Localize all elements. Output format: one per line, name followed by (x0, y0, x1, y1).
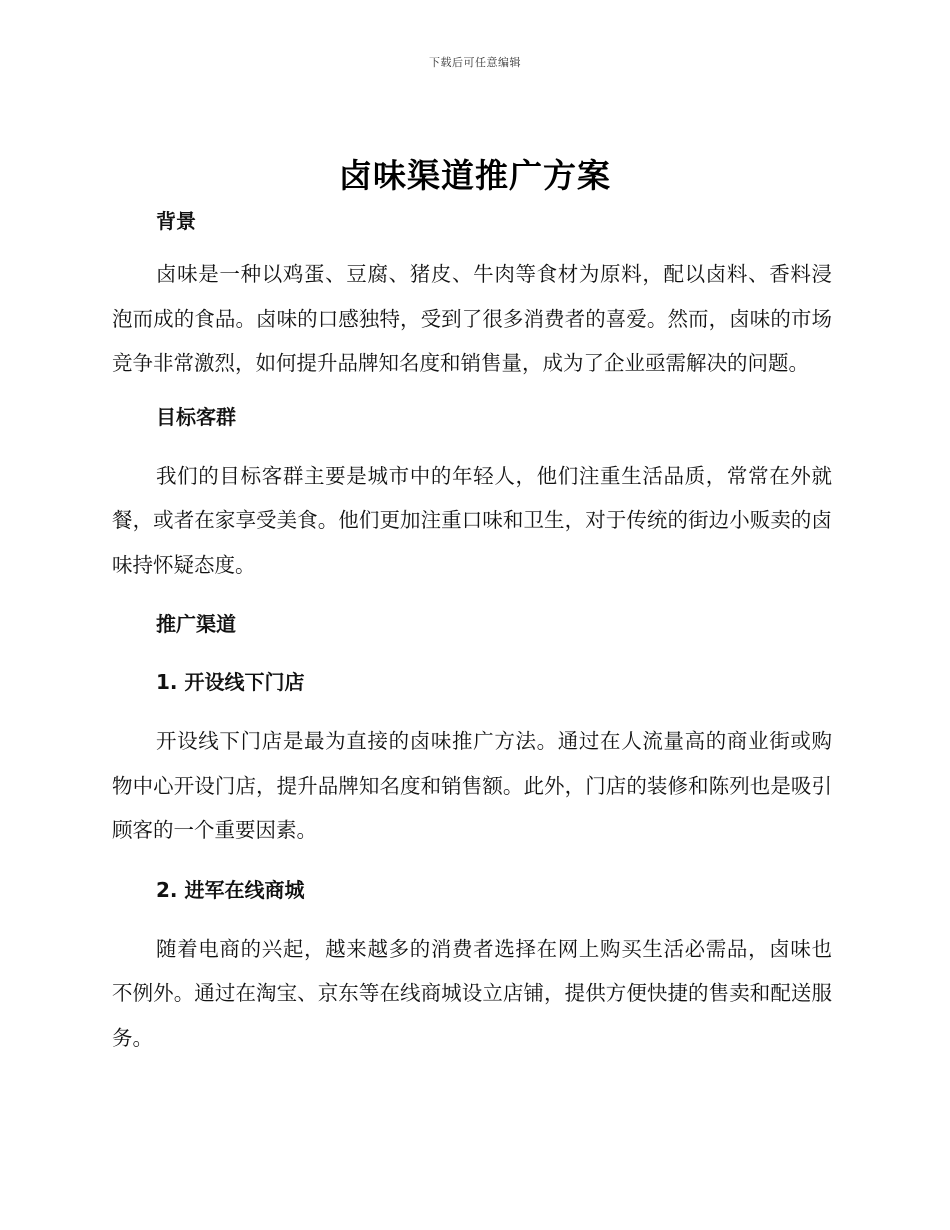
document-body (112, 206, 832, 1060)
channel-item (112, 875, 832, 1061)
channel-heading: 1. 开设线下门店 (156, 670, 305, 694)
channel-paragraph: 开设线下门店是最为直接的卤味推广方法。通过在人流量高的商业街或购物中心开设门店，提升品牌知名度和销售额。此外，门店的装修和陈列也是吸引顾客的一个重要因素。 (112, 729, 832, 842)
channel-heading: 2. 进军在线商城 (156, 877, 305, 902)
section-background (112, 206, 832, 386)
paragraph-background: 卤味是一种以鸡蛋、豆腐、猪皮、牛肉等食材为原料，配以卤料、香料浸泡而成的食品。卤味的口感独特，受到了很多消费者的喜爱。然而，卤味的市场竞争非常激烈，如何提升品牌知名度和销售量，成为了企业亟需解决的问题。 (112, 262, 832, 375)
section-channels (112, 609, 832, 1060)
section-heading-background: 背景 (156, 209, 196, 233)
channel-paragraph: 随着电商的兴起，越来越多的消费者选择在网上购买生活必需品，卤味也不例外。通过在淘宝、京东等在线商城设立店铺，提供方便快捷的售卖和配送服务。 (112, 936, 832, 1050)
section-target (112, 402, 832, 588)
header-note: 下载后可任意编辑 (429, 56, 521, 69)
document-title: 卤味渠道推广方案 (339, 156, 611, 195)
section-heading-target: 目标客群 (156, 404, 236, 429)
channel-item (112, 667, 832, 853)
section-heading-channels: 推广渠道 (156, 612, 236, 636)
paragraph-target: 我们的目标客群主要是城市中的年轻人，他们注重生活品质，常常在外就餐，或者在家享受美食。他们更加注重口味和卫生，对于传统的街边小贩卖的卤味持怀疑态度。 (112, 463, 832, 577)
